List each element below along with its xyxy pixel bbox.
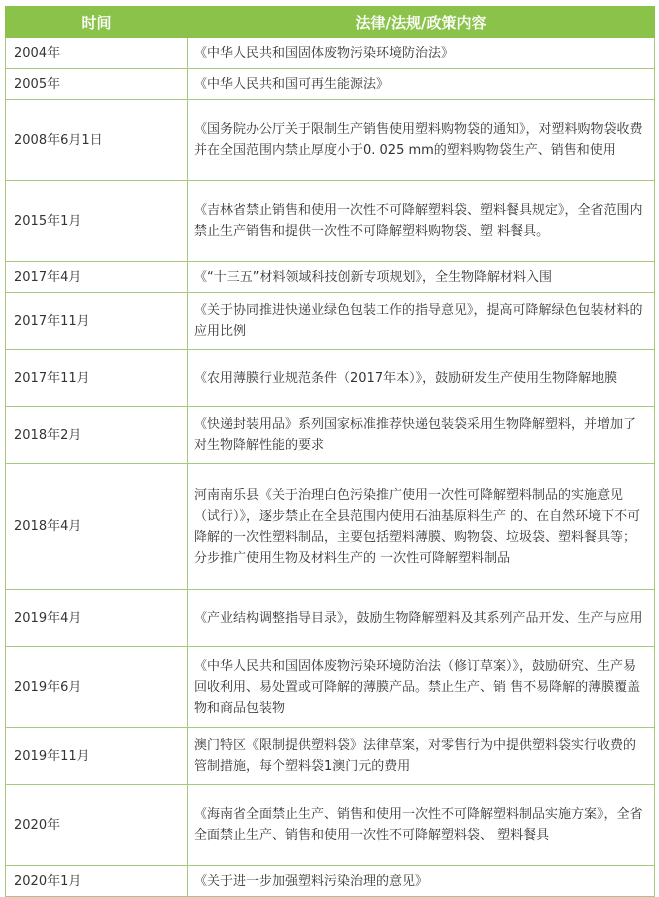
time-cell: 2020年1月 <box>6 866 188 897</box>
content-cell: 《中华人民共和国固体废物污染环境防治法（修订草案）》，鼓励研究、生产易回收利用、易处置或可降解的薄膜产品。禁止生产、销 售不易降解的薄膜覆盖物和商品包装物 <box>188 647 655 728</box>
time-cell: 2019年6月 <box>6 647 188 728</box>
content-cell: 《国务院办公厅关于限制生产销售使用塑料购物袋的通知》，对塑料购物袋收费并在全国范围内禁止厚度小于0. 025 mm的塑料购物袋生产、销售和使用 <box>188 100 655 181</box>
time-cell: 2017年11月 <box>6 293 188 350</box>
table-row <box>6 728 655 785</box>
table-row <box>6 785 655 866</box>
time-cell: 2004年 <box>6 38 188 69</box>
content-cell: 《海南省全面禁止生产、销售和使用一次性不可降解塑料制品实施方案》，全省全面禁止生产、销售和使用一次性不可降解塑料袋、 塑料餐具 <box>188 785 655 866</box>
header-row <box>6 7 655 38</box>
content-cell: 《吉林省禁止销售和使用一次性不可降解塑料袋、塑料餐具规定》，全省范围内禁止生产销售和提供一次性不可降解塑料购物袋、塑 料餐具。 <box>188 181 655 262</box>
table-row <box>6 100 655 181</box>
content-cell: 《产业结构调整指导目录》，鼓励生物降解塑料及其系列产品开发、生产与应用 <box>188 590 655 647</box>
time-cell: 2018年2月 <box>6 407 188 464</box>
time-cell: 2019年4月 <box>6 590 188 647</box>
table-row <box>6 350 655 407</box>
content-cell: 澳门特区《限制提供塑料袋》法律草案，对零售行为中提供塑料袋实行收费的管制措施，每个塑料袋1澳门元的费用 <box>188 728 655 785</box>
time-cell: 2018年4月 <box>6 464 188 590</box>
table-row <box>6 69 655 100</box>
policy-table-wrapper <box>5 6 654 897</box>
table-row <box>6 464 655 590</box>
header-time: 时间 <box>6 7 188 38</box>
table-row <box>6 647 655 728</box>
content-cell: 《关于协同推进快递业绿色包装工作的指导意见》，提高可降解绿色包装材料的应用比例 <box>188 293 655 350</box>
time-cell: 2005年 <box>6 69 188 100</box>
table-row <box>6 407 655 464</box>
time-cell: 2008年6月1日 <box>6 100 188 181</box>
table-row <box>6 38 655 69</box>
time-cell: 2020年 <box>6 785 188 866</box>
content-cell: 河南南乐县《关于治理白色污染推广使用一次性可降解塑料制品的实施意见（试行）》，逐步禁止在全县范围内使用石油基原料生产 的、在自然环境下不可降解的一次性塑料制品，主要包括塑料薄膜、购物袋、垃圾袋、塑料餐具等；分步推广使用生物及材料生产的 一次性可降解塑料制品 <box>188 464 655 590</box>
time-cell: 2017年4月 <box>6 262 188 293</box>
time-cell: 2019年11月 <box>6 728 188 785</box>
time-cell: 2015年1月 <box>6 181 188 262</box>
content-cell: 《“十三五”材料领域科技创新专项规划》，全生物降解材料入围 <box>188 262 655 293</box>
content-cell: 《中华人民共和国固体废物污染环境防治法》 <box>188 38 655 69</box>
content-cell: 《中华人民共和国可再生能源法》 <box>188 69 655 100</box>
content-cell: 《关于进一步加强塑料污染治理的意见》 <box>188 866 655 897</box>
header-content: 法律/法规/政策内容 <box>188 7 655 38</box>
content-cell: 《快递封装用品》系列国家标准推荐快递包装袋采用生物降解塑料，并增加了对生物降解性能的要求 <box>188 407 655 464</box>
policy-table <box>5 6 655 897</box>
table-row <box>6 181 655 262</box>
time-cell: 2017年11月 <box>6 350 188 407</box>
table-row <box>6 293 655 350</box>
content-cell: 《农用薄膜行业规范条件（2017年本）》，鼓励研发生产使用生物降解地膜 <box>188 350 655 407</box>
table-row <box>6 262 655 293</box>
table-row <box>6 590 655 647</box>
